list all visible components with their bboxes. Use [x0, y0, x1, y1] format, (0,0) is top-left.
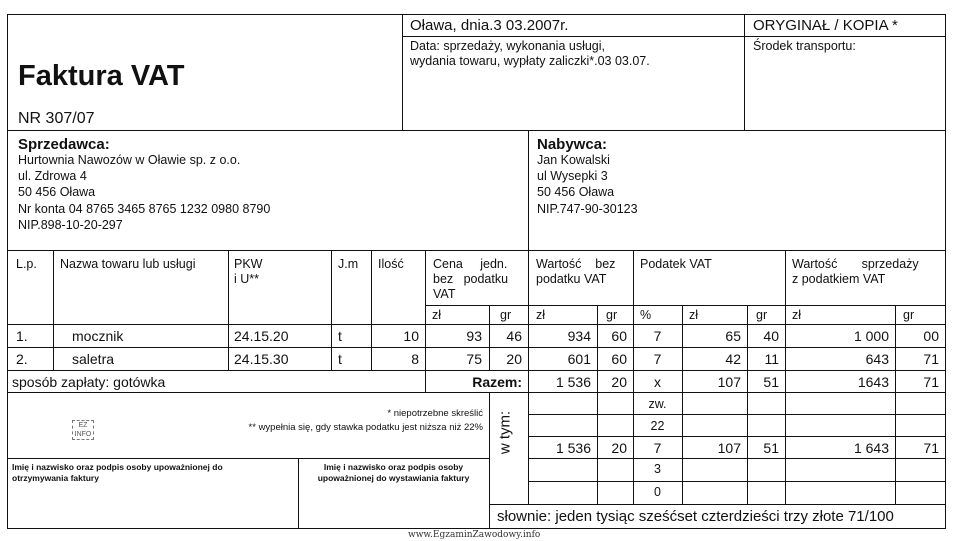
seller-line: Hurtownia Nawozów w Oławie sp. z o.o. [18, 153, 241, 167]
transport-label: Środek transportu: [753, 39, 856, 53]
copy-type: ORYGINAŁ / KOPIA * [753, 17, 898, 34]
breakdown-gross-gr: 71 [923, 440, 939, 456]
row-price-gr: 46 [506, 328, 522, 344]
breakdown-gross-zl: 1 643 [853, 440, 889, 456]
col-header-pkw: PKW [234, 257, 263, 271]
subheader-zl: zł [689, 308, 699, 322]
breakdown-rate: 3 [654, 462, 661, 476]
subheader-gr: gr [756, 308, 768, 322]
row-vat-gr: 11 [764, 351, 779, 367]
seller-line: ul. Zdrowa 4 [18, 169, 87, 183]
table-subheader-line [425, 305, 946, 306]
breakdown-rate: 0 [654, 485, 661, 499]
total-label: Razem: [472, 374, 522, 390]
total-vat-zl: 107 [717, 374, 741, 390]
signature-issue-label: Imię i nazwisko oraz podpis osoby [323, 462, 464, 472]
buyer-line: 50 456 Oława [537, 185, 615, 199]
buyer-label: Nabywca: [537, 136, 608, 153]
breakdown-line [528, 414, 946, 415]
col-header-qty: Ilość [378, 257, 404, 271]
row-rate: 7 [653, 351, 662, 367]
signature-receive-label: otrzymywania faktury [12, 473, 99, 483]
buyer-line: Jan Kowalski [537, 153, 610, 167]
buyer-line: ul Wysepki 3 [537, 169, 608, 183]
signature-top-line [7, 458, 489, 459]
subheader-pct: % [640, 308, 652, 322]
breakdown-line [489, 504, 946, 505]
ez-info-stamp-icon [72, 420, 94, 440]
breakdown-vat-gr: 51 [763, 440, 779, 456]
row1-bottom [7, 347, 946, 348]
document-number: NR 307/07 [18, 110, 95, 127]
row-vat-zl: 42 [725, 351, 741, 367]
col-header-gross: z podatkiem VAT [792, 272, 886, 286]
row-jm: t [338, 351, 342, 367]
payment-method: sposób zapłaty: gotówka [12, 374, 166, 390]
row-gross-gr: 71 [923, 351, 939, 367]
subheader-zl: zł [792, 308, 802, 322]
total-gross-zl: 1643 [857, 374, 889, 390]
row-lp: 2. [16, 351, 28, 367]
col-header-price: Cena jedn. [433, 257, 508, 271]
col-line [331, 250, 332, 370]
row-qty: 8 [411, 351, 419, 367]
parties-divider [528, 130, 529, 250]
row-lp: 1. [16, 328, 28, 344]
col-line [425, 250, 426, 392]
row-qty: 10 [403, 328, 419, 344]
subheader-gr: gr [606, 308, 618, 322]
seller-label: Sprzedawca: [18, 136, 110, 153]
row-net-gr: 60 [611, 328, 627, 344]
watermark-text: www.EgzaminZawodowy.info [408, 530, 541, 540]
row-gross-zl: 1 000 [853, 328, 889, 344]
col-header-net: podatku VAT [536, 272, 607, 286]
ez-info-stamp-text: EZ INFO [74, 422, 92, 438]
header-divider-right [744, 14, 745, 130]
breakdown-line [528, 458, 946, 459]
subheader-gr: gr [500, 308, 512, 322]
row2-bottom [7, 370, 946, 371]
row-price-zl: 75 [466, 351, 482, 367]
row-rate: 7 [653, 328, 662, 344]
col-line [53, 250, 54, 370]
row-vat-gr: 40 [763, 328, 779, 344]
row-net-gr: 60 [611, 351, 627, 367]
breakdown-line [528, 481, 946, 482]
row-gross-zl: 643 [865, 351, 889, 367]
signature-issue-label: upoważnionej do wystawiania faktury [317, 473, 470, 483]
col-header-price: bez podatku [433, 272, 509, 286]
sale-dates-line2: wydania towaru, wypłaty zaliczki*.03 03.07. [410, 54, 650, 68]
col-header-price: VAT [433, 287, 456, 301]
subheader-gr: gr [903, 308, 915, 322]
row-pkw: 24.15.20 [234, 328, 289, 344]
header-bottom-line [7, 130, 946, 131]
row-name: mocznik [72, 328, 124, 344]
row-jm: t [338, 328, 342, 344]
document-title: Faktura VAT [18, 60, 185, 92]
row-name: saletra [72, 351, 115, 367]
col-header-pkw: i U** [234, 272, 260, 286]
row-price-gr: 20 [506, 351, 522, 367]
table-header-bottom [7, 324, 946, 325]
breakdown-vat-zl: 107 [717, 440, 741, 456]
breakdown-rate: zw. [648, 397, 667, 411]
amount-in-words: słownie: jeden tysiąc sześćset czterdzieści trzy złote 71/100 [497, 508, 894, 525]
place-date: Oława, dnia.3 03.2007r. [410, 17, 569, 34]
col-header-name: Nazwa towaru lub usługi [60, 257, 196, 271]
row-price-zl: 93 [466, 328, 482, 344]
seller-line: Nr konta 04 8765 3465 8765 1232 0980 8790 [18, 202, 271, 216]
header-row-line [402, 36, 946, 37]
breakdown-net-gr: 20 [611, 440, 627, 456]
seller-line: 50 456 Oława [18, 185, 96, 199]
sale-dates-line1: Data: sprzedaży, wykonania usługi, [410, 39, 606, 53]
in-that-label: w tym: [496, 410, 514, 455]
seller-line: NIP.898-10-20-297 [18, 218, 123, 232]
footnote-2: ** wypełnia się, gdy stawka podatku jest niższa niż 22% [248, 422, 483, 433]
col-header-vat: Podatek VAT [640, 257, 712, 271]
col-header-lp: L.p. [16, 257, 37, 271]
row-pkw: 24.15.30 [234, 351, 289, 367]
breakdown-line [528, 436, 946, 437]
subheader-zl: zł [432, 308, 442, 322]
subheader-zl: zł [536, 308, 546, 322]
total-gross-gr: 71 [923, 374, 939, 390]
total-rate: x [654, 374, 661, 390]
header-divider [402, 14, 403, 130]
col-header-gross: Wartość sprzedaży [792, 257, 919, 271]
footnote-1: * niepotrzebne skreślić [387, 408, 483, 419]
buyer-line: NIP.747-90-30123 [537, 202, 638, 216]
col-header-jm: J.m [338, 257, 359, 271]
signature-receive-label: Imię i nazwisko oraz podpis osoby upoważnionej do [12, 462, 223, 472]
col-line [228, 250, 229, 370]
total-net-zl: 1 536 [555, 374, 591, 390]
parties-bottom-line [7, 250, 946, 251]
total-net-gr: 20 [611, 374, 627, 390]
row-net-zl: 601 [567, 351, 591, 367]
row-net-zl: 934 [567, 328, 591, 344]
row-gross-gr: 00 [923, 328, 939, 344]
total-vat-gr: 51 [763, 374, 779, 390]
total-row-bottom [7, 392, 946, 393]
words-box-left [489, 392, 490, 529]
col-header-net: Wartość bez [536, 257, 616, 271]
breakdown-rate: 22 [650, 419, 665, 433]
row-vat-zl: 65 [725, 328, 741, 344]
breakdown-rate: 7 [653, 440, 662, 456]
breakdown-net-zl: 1 536 [555, 440, 591, 456]
